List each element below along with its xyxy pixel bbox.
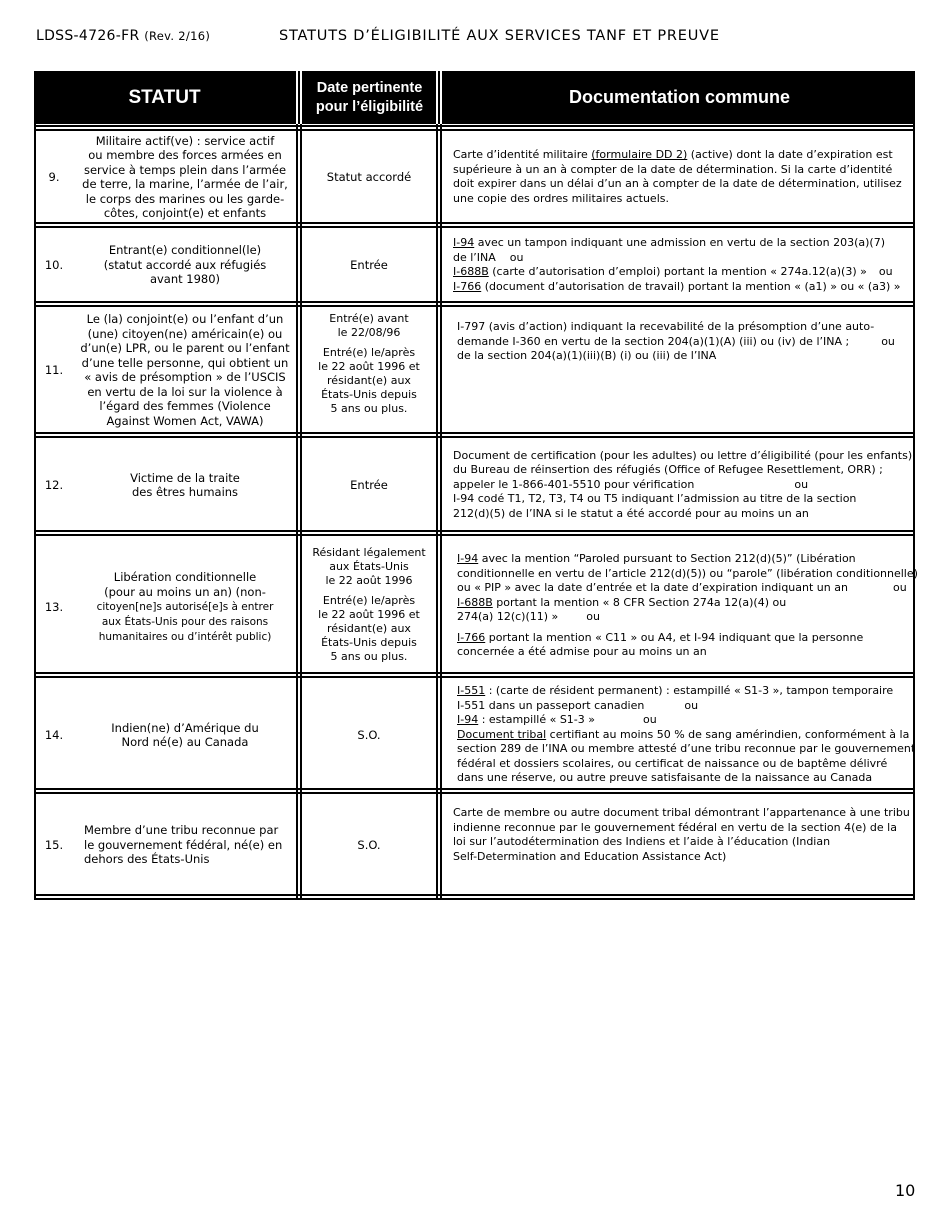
row-10-doc: I-94 avec un tampon indiquant une admission en vertu de la section 203(a)(7) de l’INA ou I-688B (carte d’autorisation d’emploi) portant la mention « 274a.12(a)(3) » ou I-766 (document d’autorisation de travail) portant la mention « (a1) » ou « (a3) » — [453, 236, 901, 293]
form-code-text: LDSS-4726-FR — [36, 28, 140, 44]
row-border — [34, 305, 915, 307]
row-border — [34, 222, 915, 224]
row-15-statut: Membre d’une tribu reconnue par le gouvernement fédéral, né(e) en dehors des États-Unis — [84, 823, 283, 867]
row-10-number: 10. — [44, 257, 64, 272]
row-13-statut: Libération conditionnelle (pour au moins un an) (non- citoyen[ne]s autorisé[e]s à entrer aux États-Unis pour des raisons humanitaires ou d’intérêt public) — [96, 570, 274, 643]
header-divider — [300, 71, 302, 124]
row-12-date: Entrée — [350, 477, 388, 492]
page-title: STATUTS D’ÉLIGIBILITÉ AUX SERVICES TANF ET PREUVE — [279, 28, 720, 44]
row-12-number: 12. — [44, 477, 64, 492]
column-border — [296, 124, 298, 899]
column-border — [440, 124, 442, 899]
form-code — [36, 28, 210, 44]
row-11-statut: Le (la) conjoint(e) ou l’enfant d’un (une) citoyen(ne) américain(e) ou d’un(e) LPR, ou le parent ou l’enfant d’une telle personne, qui obtient un « avis de présomption » de l’USCIS en vertu de la loi sur la violence à l’égard des femmes (Violence Against Women Act, VAWA) — [80, 312, 290, 428]
table-header — [34, 71, 915, 124]
row-border — [34, 898, 915, 900]
row-15-doc: Carte de membre ou autre document tribal démontrant l’appartenance à une tribu indienne reconnue par le gouvernement fédéral en vertu de la section 4(e) de la loi sur l’autodétermination des Indiens et l’aide à l’éducation (Indian Self-Determination and Education Assistance Act) — [453, 806, 910, 863]
row-11-date: Entré(e) avant le 22/08/96 Entré(e) le/après le 22 août 1996 et résidant(e) aux États-Unis depuis 5 ans ou plus. — [318, 312, 420, 415]
row-border — [34, 792, 915, 794]
row-10-statut: Entrant(e) conditionnel(le) (statut accordé aux réfugiés avant 1980) — [103, 243, 267, 287]
row-14-statut: Indien(ne) d’Amérique du Nord né(e) au Canada — [111, 720, 259, 749]
row-12-doc: Document de certification (pour les adultes) ou lettre d’éligibilité (pour les enfants) du Bureau de réinsertion des réfugiés (Office of Refugee Resettlement, ORR) ; appeler le 1-866-401-5510 pour vérification ou I-94 codé T1, T2, T3, T4 ou T5 indiquant l’admission au titre de la section 212(d)(5) de l’INA si le statut a été accordé pour au moins un an — [453, 448, 913, 520]
row-11-doc: I-797 (avis d’action) indiquant la recevabilité de la présomption d’une auto- demande I-360 en vertu de la section 204(a)(1)(A) (iii) ou (iv) de l’INA ; ou de la section 204(a)(1)(iii)(B) (i) ou (iii) de l’INA — [457, 320, 895, 362]
row-border — [34, 788, 915, 790]
row-border — [34, 894, 915, 896]
col-header-date: Date pertinente pour l’éligibilité — [315, 79, 424, 115]
row-9-doc: Carte d’identité militaire (formulaire DD 2) (active) dont la date d’expiration est supérieure à un an à compter de la date de détermination. Si la carte d’identité doit expirer dans un délai d’un an à compter de la date de détermination, utilisez une copie des ordres militaires actuels. — [453, 148, 902, 205]
col-header-statut: STATUT — [128, 86, 201, 108]
header-divider — [440, 71, 442, 124]
row-14-number: 14. — [44, 727, 64, 742]
row-border — [34, 125, 915, 127]
row-border — [34, 432, 915, 434]
form-revision: (Rev. 2/16) — [144, 29, 211, 43]
row-9-statut: Militaire actif(ve) : service actif ou membre des forces armées en service à temps plein dans l’armée de terre, la marine, l’armée de l’air, le corps des marines ou les garde- côtes, conjoint(e) et enfants — [82, 133, 288, 220]
row-border — [34, 534, 915, 536]
col-header-doc: Documentation commune — [568, 87, 791, 107]
row-border — [34, 301, 915, 303]
row-border — [34, 676, 915, 678]
row-14-date: S.O. — [357, 727, 381, 742]
row-9-number: 9. — [48, 169, 60, 184]
row-15-date: S.O. — [357, 837, 381, 852]
form-dd2-link: (formulaire DD 2) — [591, 148, 688, 161]
row-15-number: 15. — [44, 837, 64, 852]
row-14-doc: I-551 : (carte de résident permanent) : estampillé « S1-3 », tampon temporaire I-551 dans un passeport canadien ou I-94 : estampillé « S1-3 » ou Document tribal certifiant au moins 50 % de sang amérindien, conformément à la section 289 de l’INA ou membre attesté d’une tribu reconnue par le gouvernement fédéral et dossiers scolaires, ou certificat de naissance ou de baptême délivré dans une réserve, ou autre preuve satisfaisante de la naissance au Canada — [457, 684, 916, 784]
row-border — [34, 129, 915, 131]
page-number: 10 — [895, 1181, 916, 1200]
row-13-doc: I-94 avec la mention “Paroled pursuant to Section 212(d)(5)” (Libération conditionnelle en vertu de l’article 212(d)(5)) ou “parole” (libération conditionnelle) ou « PIP » avec la date d’entrée et la date d’expiration indiquant un an ou I-688B portant la mention « 8 CFR Section 274a 12(a)(4) ou 274(a) 12(c)(11) » ou I-766 portant la mention « C11 » ou A4, et I-94 indiquant que la personne concernée a été admise pour au moins un an — [457, 552, 918, 658]
row-border — [34, 530, 915, 532]
column-border — [436, 124, 438, 899]
header-divider — [436, 71, 438, 124]
header-divider — [296, 71, 298, 124]
row-border — [34, 672, 915, 674]
row-13-date: Résidant légalement aux États-Unis le 22 août 1996 Entré(e) le/après le 22 août 1996 et résidant(e) aux États-Unis depuis 5 ans ou plus. — [312, 546, 426, 663]
row-border — [34, 226, 915, 228]
row-11-number: 11. — [44, 362, 64, 377]
row-10-date: Entrée — [350, 257, 388, 272]
row-border — [34, 436, 915, 438]
row-13-number: 13. — [44, 599, 64, 614]
row-9-date: Statut accordé — [326, 169, 412, 184]
row-12-statut: Victime de la traite des êtres humains — [130, 470, 240, 499]
